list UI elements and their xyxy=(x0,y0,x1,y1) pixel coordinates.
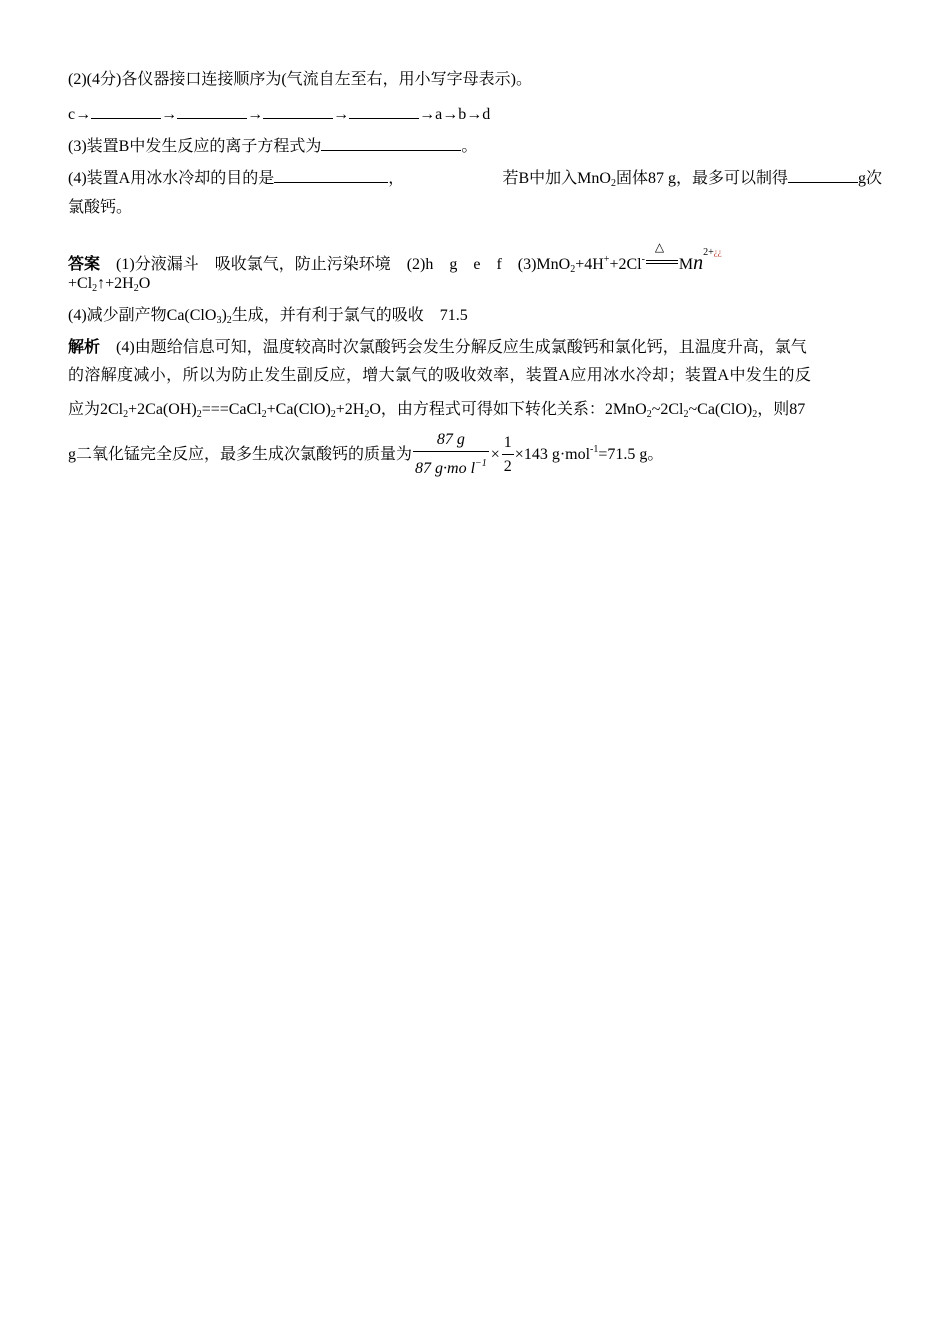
answer-blank-3[interactable] xyxy=(263,102,333,119)
question-2-sequence: c→ → → → →a→b→d xyxy=(68,102,490,125)
answer-blank-1[interactable] xyxy=(91,102,161,119)
manganese-ion: $Mn^{2+¿¿}$ xyxy=(678,247,722,274)
answer-line-1: 答案 (1)分液漏斗 吸收氯气，防止污染环境 (2)h g e f (3)MnO$_2$+4H++2Cl- △ $Mn^{2+¿¿}$ xyxy=(68,242,722,280)
answer-blank-2[interactable] xyxy=(177,102,247,119)
answer-line-2: $+Cl_2↑+2H_2O$ xyxy=(68,275,151,294)
fraction-mass-over-molar-mass: $\frac{87 g}{87 g\cdot mo l^{-1}}$ xyxy=(415,431,487,478)
answer-label: 答案 xyxy=(68,256,101,273)
heating-triangle-icon: △ xyxy=(654,240,665,254)
analysis-line-1: 解析 (4)由题给信息可知，温度较高时次氯酸钙会发生分解反应生成氯酸钙和氯化钙，且温度升高，氯气 xyxy=(68,339,807,356)
answer-line-3: (4)减少副产物$Ca(ClO_3)_2$生成，并有利于氯气的吸收 71.5 xyxy=(68,307,468,326)
question-2-prompt: (2)(4分)各仪器接口连接顺序为(气流自左至右，用小写字母表示)。 xyxy=(68,71,532,88)
analysis-label: 解析 xyxy=(68,339,101,356)
answer-blank-purpose[interactable] xyxy=(274,166,388,183)
analysis-line-4: g二氧化锰完全反应，最多生成次氯酸钙的质量为 $\frac{87 g}{87 g\cdot mo l^{-1}}$ × $\frac{1}{2}$ ×143 g·mol$^{-1}$=71.5 g。 xyxy=(68,426,663,481)
question-3: (3)装置B中发生反应的离子方程式为 。 xyxy=(68,134,477,157)
answer-blank-equation[interactable] xyxy=(321,134,461,151)
analysis-line-2: 的溶解度减小，所以为防止发生副反应，增大氯气的吸收效率，装置A应用冰水冷却；装置A中发生的反 xyxy=(68,367,812,384)
question-4-line-2: 氯酸钙。 xyxy=(68,199,133,216)
analysis-line-3: 应为$2Cl_2+2Ca(OH)_2===CaCl_2+Ca(ClO)_2+2H_2O$，由方程式可得如下转化关系：$2MnO_2\sim 2Cl_2\sim Ca(ClO)_2$，则87 xyxy=(68,401,806,420)
fraction-one-half: $\frac{1}{2}$ xyxy=(503,433,512,475)
answer-blank-mass[interactable] xyxy=(788,166,858,183)
answer-blank-4[interactable] xyxy=(349,102,419,119)
question-4-line-1: (4)装置A用冰水冷却的目的是 ， 若B中加入MnO$_2$固体87 g，最多可以制得 g次 xyxy=(68,166,882,194)
heating-equals-sign xyxy=(645,240,679,271)
